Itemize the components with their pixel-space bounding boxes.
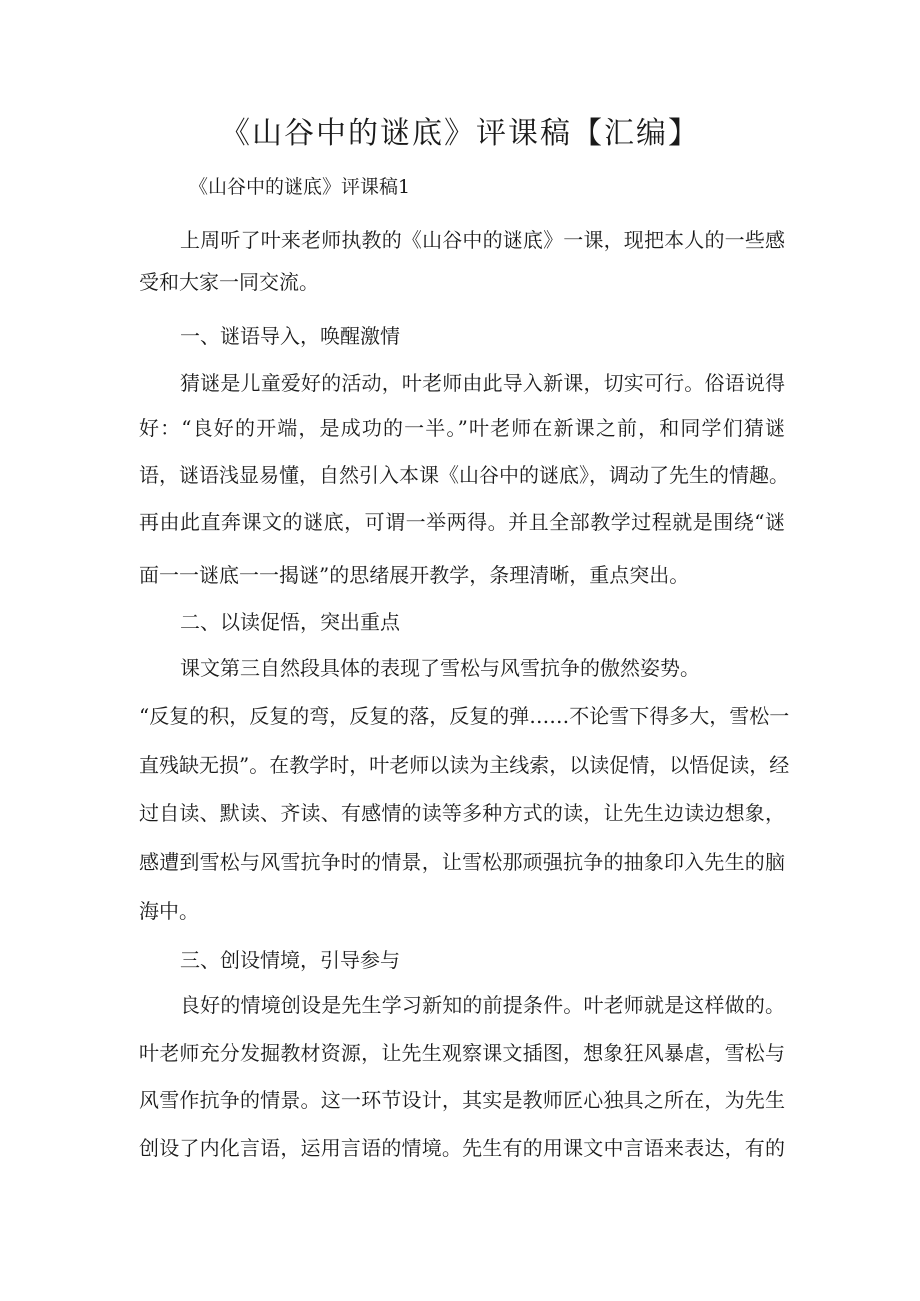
paragraph-line: 语，谜语浅显易懂，自然引入本课《山谷中的谜底》，调动了先生的情趣。 [139,463,789,487]
paragraph-line: 猜谜是儿童爱好的活动，叶老师由此导入新课，切实可行。俗语说得 [180,371,785,395]
paragraph-line: 良好的情境创设是先生学习新知的前提条件。叶老师就是这样做的。 [180,993,785,1017]
document-title: 《山谷中的谜底》评课稿【汇编】 [220,116,700,151]
paragraph-line: 过自读、默读、齐读、有感情的读等多种方式的读，让先生边读边想象， [139,801,785,825]
paragraph-line: 受和大家一同交流。 [139,270,319,294]
paragraph-line: 面一一谜底一一揭谜”的思绪展开教学，条理清晰，重点突出。 [139,563,690,587]
paragraph-line: 好：“良好的开端，是成功的一半。”叶老师在新课之前，和同学们猜谜 [139,416,785,440]
paragraph-line: 叶老师充分发掘教材资源，让先生观察课文插图，想象狂风暴虐，雪松与 [139,1041,785,1065]
paragraph-line: 创设了内化言语，运用言语的情境。先生有的用课文中言语来表达，有的 [139,1136,785,1160]
paragraph-line: 再由此直奔课文的谜底，可谓一举两得。并且全部教学过程就是围绕“谜 [139,510,785,534]
paragraph-line: “反复的积，反复的弯，反复的落，反复的弹……不论雪下得多大，雪松一 [139,704,790,728]
paragraph-line: 海中。 [139,899,199,923]
paragraph-line: 直残缺无损”。在教学时，叶老师以读为主线索，以读促情，以悟促读，经 [139,753,790,777]
section-heading: 三、创设情境，引导参与 [180,948,400,972]
paragraph-line: 风雪作抗争的情景。这一环节设计，其实是教师匠心独具之所在，为先生 [139,1088,785,1112]
paragraph-line: 感遭到雪松与风雪抗争时的情景，让雪松那顽强抗争的抽象印入先生的脑 [139,850,785,874]
document-subtitle: 《山谷中的谜底》评课稿1 [189,176,411,198]
section-heading: 二、以读促悟，突出重点 [180,610,400,634]
paragraph-line: 课文第三自然段具体的表现了雪松与风雪抗争的傲然姿势。 [180,656,700,680]
paragraph-line: 上周听了叶来老师执教的《山谷中的谜底》一课，现把本人的一些感 [180,228,785,252]
section-heading: 一、谜语导入，唤醒激情 [180,324,400,348]
